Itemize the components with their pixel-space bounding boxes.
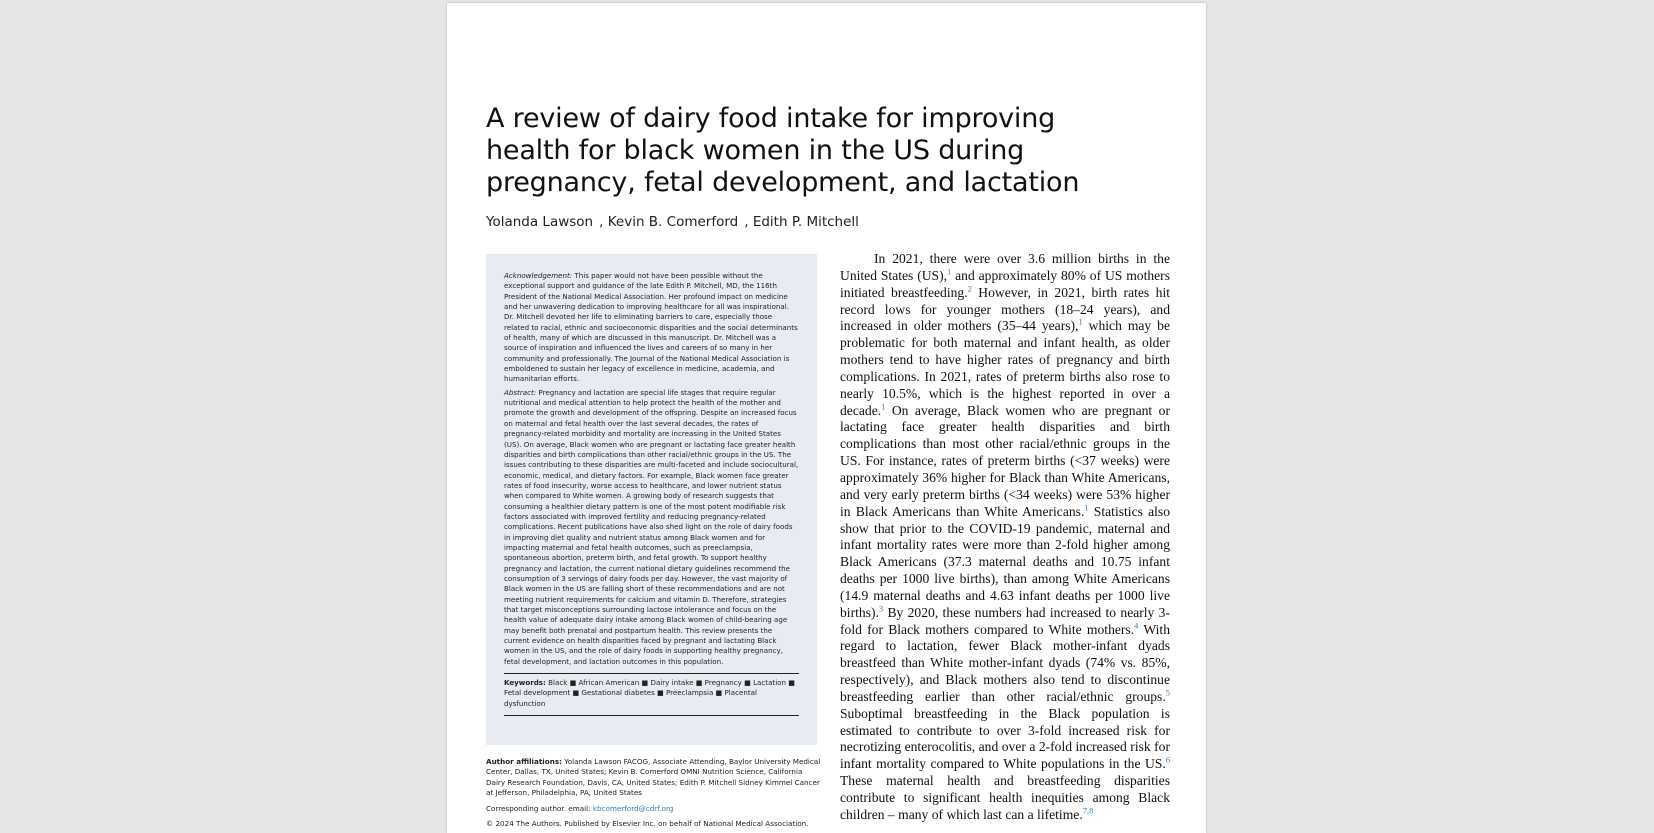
keywords-text: Black ■ African American ■ Dairy intake ■ Pregnancy ■ Lactation ■ Fetal development ■ Gestational diabetes ■ Preeclampsia ■ Placental dysfunction [504, 678, 795, 708]
author-list: Yolanda Lawson , Kevin B. Comerford , Edith P. Mitchell [486, 214, 859, 230]
affiliations-label: Author affiliations: [486, 757, 562, 766]
citation-ref[interactable]: 4 [1134, 620, 1139, 631]
body-paragraph [840, 251, 1170, 824]
citation-ref[interactable]: 5 [1165, 687, 1170, 698]
body-text-run: and approximately 80% of US mothers initiated breastfeeding. [840, 267, 1170, 300]
body-text-run: By 2020, these numbers had increased to nearly 3-fold for Black mothers compared to White mothers. [840, 604, 1170, 637]
abstract-label: Abstract: [504, 387, 537, 397]
email-link[interactable]: kbcomerford@cdrf.org [592, 803, 674, 813]
corresponding-author [486, 804, 823, 814]
body-text-run: However, in 2021, birth rates hit record lows for younger mothers (18–24 years), and increased in older mothers (35–44 years), [840, 284, 1170, 334]
citation-ref[interactable]: 1 [1078, 316, 1083, 327]
article-title: A review of dairy food intake for improving health for black women in the US during pregnancy, fetal development, and lactation [486, 103, 1080, 198]
acknowledgement [504, 271, 799, 385]
citation-ref[interactable]: 1 [947, 266, 952, 277]
acknowledgement-text: This paper would not have been possible without the exceptional support and guidance of the late Edith P. Mitchell, MD, the 116th President of the National Medical Association. Her profound impact on medicine and her unwavering dedication to improving healthcare for all was inspirational. Dr. Mitchell devoted her life to eliminating barriers to care, especially those related to racial, ethnic and socioeconomic disparities and the social determinants of health, many of which are discussed in this manuscript. Dr. Mitchell was a source of inspiration and influenced the lives and careers of so many in her community and professionally. The Journal of the National Medical Association is emboldened to sustain her legacy of excellence in medicine, academia, and humanitarian efforts. [504, 271, 798, 384]
body-text-run: In 2021, there were over 3.6 million births in the United States (US), [840, 251, 1170, 283]
body-text-run: which may be problematic for both maternal and infant health, as older mothers tend to have higher rates of pregnancy and birth complications. In 2021, rates of preterm births also rose to nearly 10.5%, which is the highest reported in over a decade. [840, 318, 1171, 418]
author-name[interactable]: Edith P. Mitchell [752, 214, 859, 230]
citation-ref[interactable]: 1 [1084, 502, 1089, 513]
article-page [447, 3, 1206, 833]
abstract-box [486, 254, 817, 745]
citation-ref[interactable]: 7,8 [1082, 805, 1094, 816]
body-text-run: These maternal health and breastfeeding disparities contribute to significant health inequities among Black children – many of which last can a lifetime. [840, 773, 1170, 822]
citation-ref[interactable]: 3 [878, 603, 884, 614]
citation-ref[interactable]: 1 [881, 401, 886, 412]
keywords-bottom-rule [504, 715, 799, 716]
author-name[interactable]: Yolanda Lawson [486, 214, 594, 230]
author-affiliations [486, 757, 823, 799]
keywords [504, 678, 799, 709]
abstract-text: Pregnancy and lactation are special life stages that require regular nutritional and medical attention to help protect the health of the mother and promote the growth and development of the offspring. Despite an increased focus on maternal and fetal health over the last several decades, the rates of pregnancy-related morbidity and mortality are increasing in the United States (US). On average, Black women who are pregnant or lactating face greater health disparities and birth complications than other racial/ethnic groups in the US. The issues contributing to these disparities are multi-faceted and include sociocultural, economic, medical, and dietary factors. For example, Black women face greater rates of food insecurity, worse access to healthcare, and lower nutrient status when compared to White women. A growing body of research suggests that consuming a healthier dietary pattern is one of the most potent modifiable risk factors associated with improved fertility and reducing pregnancy-related complications. Recent publications have also shed light on the role of dairy foods in improving diet quality and nutrient status among Black women and for impacting maternal and fetal health outcomes, such as preeclampsia, spontaneous abortion, preterm birth, and fetal growth. To support healthy pregnancy and lactation, the current national dietary guidelines recommend the consumption of 3 servings of dairy foods per day. However, the vast majority of Black women in the US are falling short of these recommendations and are not meeting nutrient requirements for calcium and vitamin D. Therefore, strategies that target misconceptions surrounding lactose intolerance and focus on the health value of adequate dairy intake among Black women of child-bearing age may benefit both prenatal and postpartum health. This review presents the current evidence on health disparities faced by pregnant and lactating Black women in the US, and the role of dairy foods in supporting healthy pregnancy, fetal development, and lactation outcomes in this population. [504, 387, 799, 666]
abstract [504, 388, 799, 667]
copyright: © 2024 The Authors. Published by Elsevier Inc. on behalf of National Medical Association. [486, 819, 809, 829]
keywords-label: Keywords: [504, 678, 546, 688]
body-text-run: Suboptimal breastfeeding in the Black population is estimated to contribute to over 3-fold increased risk for necrotizing enterocolitis, and over a 2-fold increased risk for infant mortality compared to White populations in the US. [840, 705, 1170, 772]
affiliations-block [486, 757, 823, 833]
acknowledgement-label: Acknowledgement: [504, 271, 573, 280]
body-text-run: Statistics also show that prior to the COVID-19 pandemic, maternal and infant mortality rates were more than 2-fold higher among Black Americans (37.3 maternal deaths and 10.75 infant deaths per 1000 live births), than among White Americans (14.9 maternal deaths and 4.63 infant deaths per 1000 live births). [840, 503, 1170, 620]
body-text-run: On average, Black women who are pregnant or lactating face greater health disparities and birth complications than most other racial/ethnic groups in the US. For instance, rates of preterm births (<37 weeks) were approximately 36% higher for Black than White Americans, and very early preterm births (<34 weeks) were 53% higher in Black Americans than White Americans. [840, 402, 1170, 519]
body-column [840, 251, 1170, 824]
corresponding-label: Corresponding author. email: [486, 803, 591, 813]
body-text-run: With regard to lactation, fewer Black mother-infant dyads breastfeed than White mother-infant dyads (74% vs. 85%, respectively), and Black mothers also tend to discontinue breastfeeding earlier than other racial/ethnic groups. [840, 621, 1170, 704]
affiliations-text: Yolanda Lawson FACOG, Associate Attending, Baylor University Medical Center, Dallas, TX, United States; Kevin B. Comerford OMNI Nutrition Science, California Dairy Research Foundation, Davis, CA, United States; Edith P. Mitchell Sidney Kimmel Cancer at Jefferson, Philadelphia, PA, United States [486, 757, 821, 798]
citation-ref[interactable]: 6 [1165, 754, 1170, 765]
author-name[interactable]: Kevin B. Comerford [607, 214, 739, 230]
citation-ref[interactable]: 2 [967, 283, 972, 294]
keywords-top-rule [504, 673, 799, 674]
